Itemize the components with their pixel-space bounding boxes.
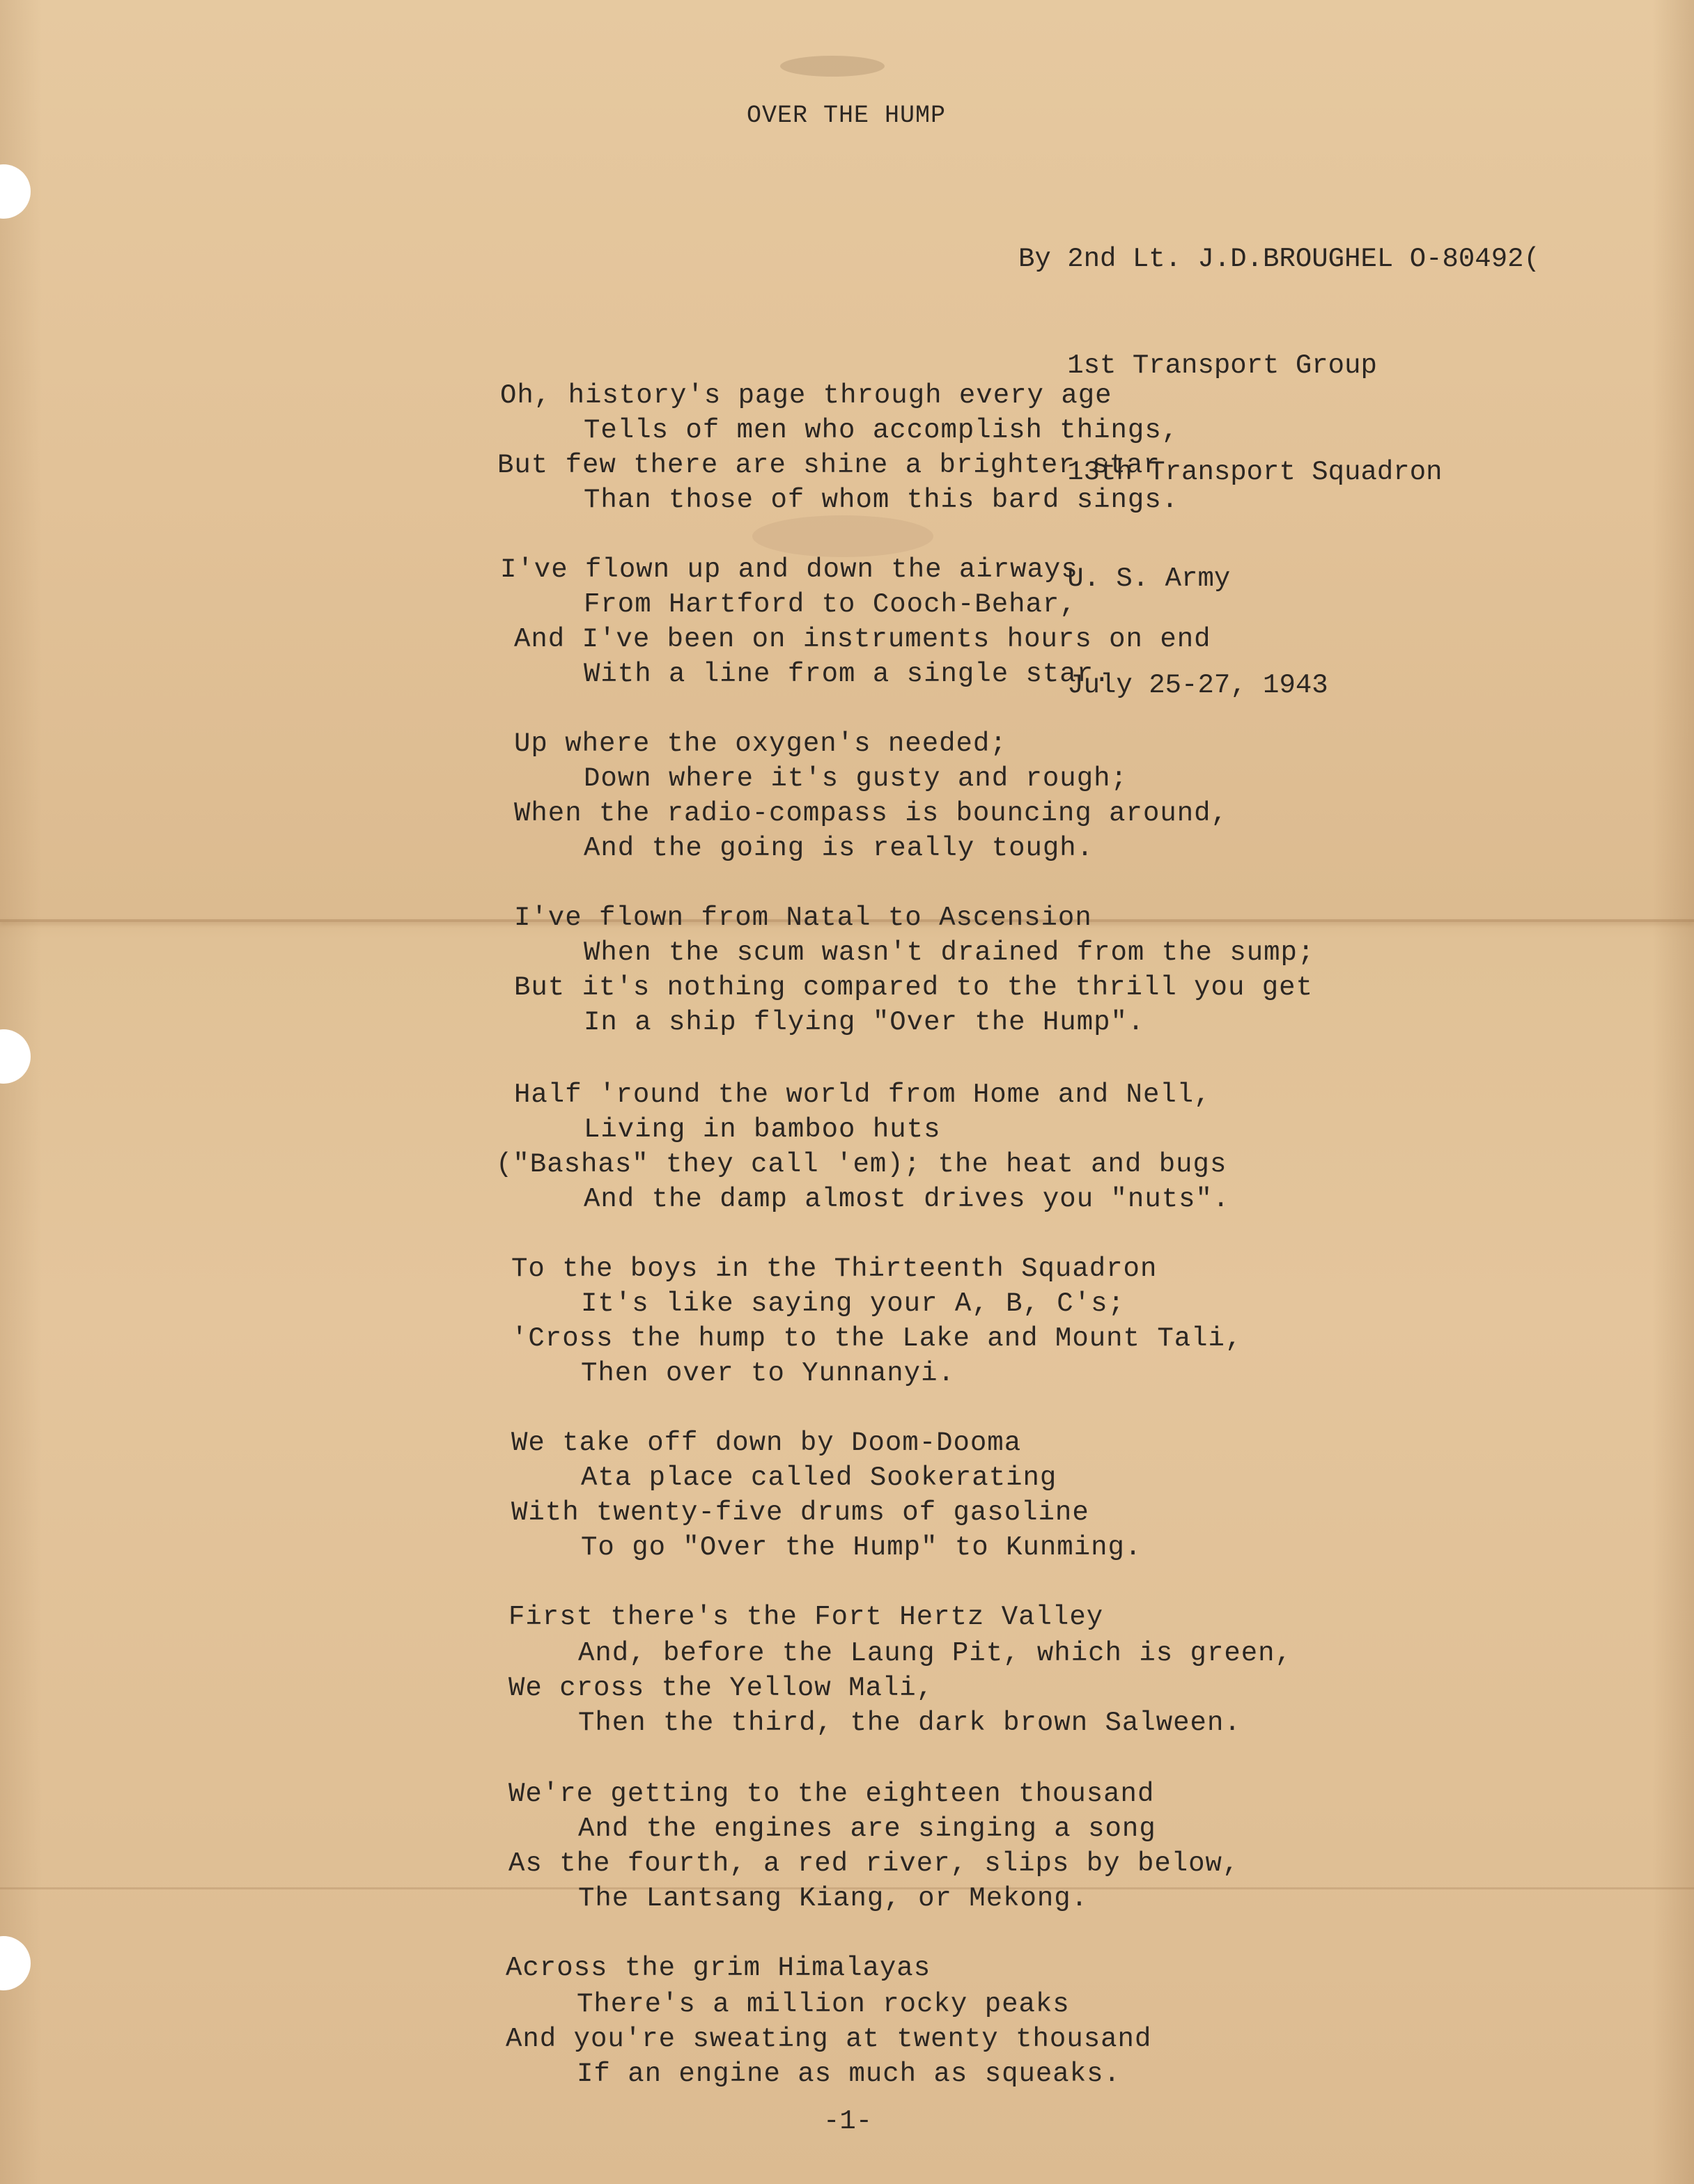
byline-line: July 25-27, 1943 xyxy=(1018,670,1328,701)
poem-line: 'Cross the hump to the Lake and Mount Tali, xyxy=(511,1323,1243,1354)
paper-smudge xyxy=(752,515,933,557)
poem-line: ("Bashas" they call 'em); the heat and bugs xyxy=(496,1149,1227,1180)
poem-line: If an engine as much as squeaks. xyxy=(577,2059,1121,2089)
poem-line: With twenty-five drums of gasoline xyxy=(511,1497,1089,1528)
poem-line: I've flown up and down the airways xyxy=(500,554,1078,585)
poem-line: We take off down by Doom-Dooma xyxy=(511,1428,1022,1458)
poem-line: From Hartford to Cooch-Behar, xyxy=(584,589,1077,620)
poem-line: Down where it's gusty and rough; xyxy=(584,763,1128,794)
poem-line: With a line from a single star. xyxy=(584,659,1111,689)
poem-line: Ata place called Sookerating xyxy=(581,1462,1057,1493)
poem-line: Half 'round the world from Home and Nell, xyxy=(514,1079,1211,1110)
poem-line: When the radio-compass is bouncing around, xyxy=(514,798,1228,829)
page-number: -1- xyxy=(823,2106,873,2137)
byline-line: U. S. Army xyxy=(1018,563,1231,594)
poem-line: But few there are shine a brighter star xyxy=(497,450,1160,481)
left-edge-shading xyxy=(0,0,42,2184)
poem-line: Across the grim Himalayas xyxy=(506,1953,931,1983)
poem-line: To the boys in the Thirteenth Squadron xyxy=(511,1254,1158,1284)
poem-line: Then over to Yunnanyi. xyxy=(581,1358,955,1389)
poem-line: Tells of men who accomplish things, xyxy=(584,415,1179,446)
poem-line: We're getting to the eighteen thousand xyxy=(508,1779,1155,1809)
byline-line: 13th Transport Squadron xyxy=(1018,457,1443,488)
poem-line: Up where the oxygen's needed; xyxy=(514,728,1007,759)
poem-line: The Lantsang Kiang, or Mekong. xyxy=(578,1883,1089,1914)
poem-line: We cross the Yellow Mali, xyxy=(508,1673,934,1703)
poem-line: Living in bamboo huts xyxy=(584,1114,941,1145)
poem-line: It's like saying your A, B, C's; xyxy=(581,1288,1125,1319)
poem-line: Oh, history's page through every age xyxy=(500,380,1112,411)
poem-line: And, before the Laung Pit, which is green, xyxy=(578,1638,1292,1669)
poem-line: In a ship flying "Over the Hump". xyxy=(584,1007,1145,1038)
poem-line: I've flown from Natal to Ascension xyxy=(514,903,1092,933)
poem-line: And the damp almost drives you "nuts". xyxy=(584,1184,1230,1215)
poem-line: Than those of whom this bard sings. xyxy=(584,485,1179,515)
poem-line: And the engines are singing a song xyxy=(578,1814,1156,1844)
right-edge-shading xyxy=(1652,0,1694,2184)
poem-line: To go "Over the Hump" to Kunming. xyxy=(581,1532,1142,1563)
poem-line: And I've been on instruments hours on end xyxy=(514,624,1211,655)
poem-line: And the going is really tough. xyxy=(584,833,1094,864)
poem-line: But it's nothing compared to the thrill you get xyxy=(514,972,1313,1003)
poem-line: As the fourth, a red river, slips by below, xyxy=(508,1848,1240,1879)
byline-line: 1st Transport Group xyxy=(1018,350,1377,381)
poem-line: There's a million rocky peaks xyxy=(577,1989,1070,2020)
poem-line: Then the third, the dark brown Salween. xyxy=(578,1708,1241,1738)
byline-line: By 2nd Lt. J.D.BROUGHEL O-80492( xyxy=(1018,244,1540,274)
paper-smudge xyxy=(780,56,885,77)
poem-line: When the scum wasn't drained from the sump; xyxy=(584,937,1315,968)
page-title: OVER THE HUMP xyxy=(747,102,947,130)
poem-line: First there's the Fort Hertz Valley xyxy=(508,1602,1104,1632)
poem-line: And you're sweating at twenty thousand xyxy=(506,2024,1152,2054)
